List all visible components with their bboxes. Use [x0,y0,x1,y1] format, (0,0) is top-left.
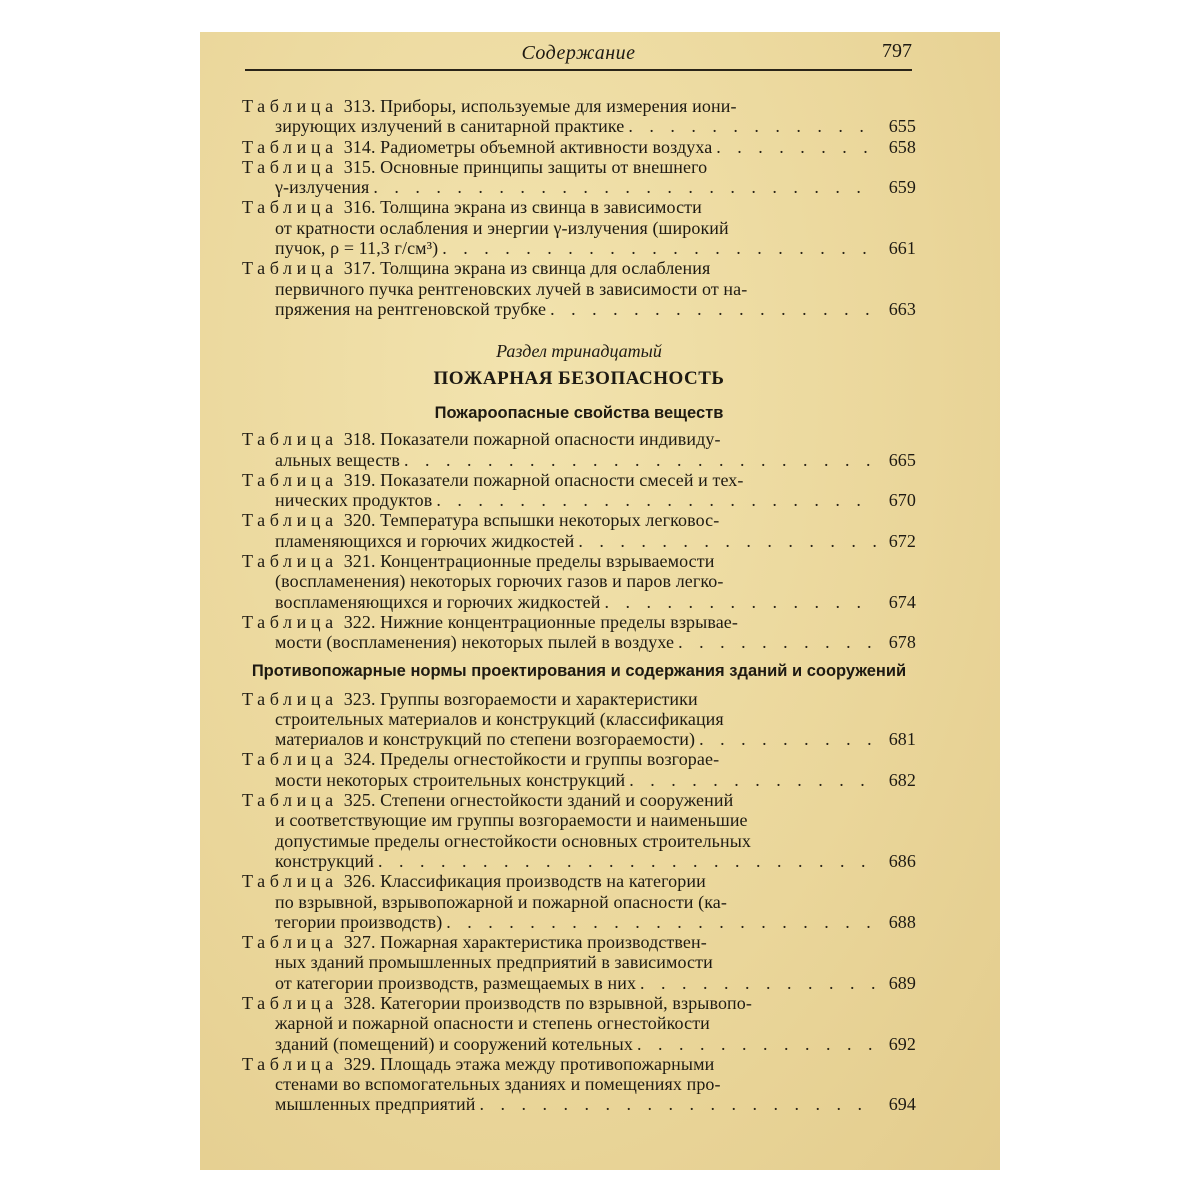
toc-page-number: 661 [888,238,916,259]
table-label: Таблица [242,1053,338,1074]
toc-entry-line [242,429,916,449]
toc-entry-title-part: зданий (помещений) и сооружений котельных [275,1033,633,1054]
dot-leader [480,1094,877,1114]
toc-entry-title-part: воспламеняющихся и горючих жидкостей [275,591,601,612]
running-header [245,36,912,68]
toc-entry-title-part: альных веществ [275,449,401,470]
toc-entry-title-part: 315. Основные принципы защиты от внешнего [343,156,708,177]
toc-page-number: 663 [888,298,916,319]
toc-entry-line [242,490,916,510]
toc-page-number: 688 [888,911,916,932]
toc-entry-text [275,770,625,790]
toc-entry-line [242,892,916,912]
toc-entry [242,197,916,258]
toc-entry [242,932,916,993]
table-label: Таблица [242,932,338,953]
toc-entry-title-part: 326. Классификация производств на категории [343,871,706,892]
toc-entry-text [275,973,636,993]
toc-entry-title-part: мышленных предприятий [275,1094,476,1115]
toc-entry-title-part: допустимые пределы огнестойкости основных строительных [275,830,752,851]
table-label: Таблица [242,688,338,709]
toc-entry-line [242,1013,916,1033]
toc-entry-text [275,531,574,551]
toc-entry-line [242,258,916,278]
table-label: Таблица [242,790,338,811]
toc-entry-line [242,592,916,612]
toc-entry-title-part: 323. Группы возгораемости и характеристики [343,688,698,709]
dot-leader [550,299,876,319]
toc-entry [242,429,916,470]
table-label: Таблица [242,96,338,116]
toc-entry-title-part: 314. Радиометры объемной активности воздуха [343,136,713,157]
toc-entry-title-part: по взрывной, взрывопожарной и пожарной опасности (ка- [275,891,727,912]
toc-entry-line [242,729,916,749]
toc-entry-line [242,299,916,319]
toc-entry-title-part: 320. Температура вспышки некоторых легковос- [343,510,720,531]
toc-entry-text [275,1094,476,1114]
toc-entry-line [242,1054,916,1074]
toc-entry-line [242,157,916,177]
toc-entry-title-part: 321. Концентрационные пределы взрываемости [343,551,715,572]
toc-page-number: 694 [888,1094,916,1115]
toc-entry-title-part: 318. Показатели пожарной опасности индивиду- [343,429,721,450]
table-label: Таблица [242,429,338,450]
toc-page-number: 670 [888,490,916,511]
toc-page-number: 674 [888,591,916,612]
toc-entry-title-part: 319. Показатели пожарной опасности смесей и тех- [343,469,744,490]
toc-entry-line [242,831,916,851]
toc-group-fire-norms [242,689,916,1115]
toc-entry-line [242,749,916,769]
toc-entry [242,258,916,319]
toc-group-radiation [242,96,916,319]
toc-entry [242,137,916,157]
toc-entry-line [242,177,916,197]
table-label: Таблица [242,551,338,572]
toc-entry-text [275,238,438,258]
toc-page-number: 655 [888,116,916,137]
dot-leader [678,632,876,652]
toc-entry [242,689,916,750]
toc-entry-line [242,973,916,993]
toc-entry-title-part: стенами во вспомогательных зданиях и помещениях про- [275,1074,721,1095]
toc-entry-title-part: 317. Толщина экрана из свинца для ослабления [343,258,711,279]
toc-entry-line [242,218,916,238]
toc-entry-line [242,510,916,530]
toc-entry [242,1054,916,1115]
toc-entry [242,470,916,511]
toc-entry-title-part: тегории производств) [275,911,443,932]
toc-entry-line [242,137,916,157]
toc-entry-line [242,279,916,299]
toc-entry-title-part: пламеняющихся и горючих жидкостей [275,530,575,551]
toc-entry-text [275,177,369,197]
dot-leader [442,238,876,258]
toc-entry-title-part: 316. Толщина экрана из свинца в зависимости [343,197,702,218]
toc-page-number: 692 [888,1033,916,1054]
toc-entry-text [275,729,695,749]
toc-page-number: 678 [888,632,916,653]
toc-entry [242,871,916,932]
toc-entry-title-part: жарной и пожарной опасности и степень огнестойкости [275,1013,710,1034]
toc-page-number: 658 [888,136,916,157]
dot-leader [640,973,876,993]
toc-entry-line [242,531,916,551]
toc-entry-title-part: 325. Степени огнестойкости зданий и сооружений [343,790,734,811]
toc-entry [242,510,916,551]
toc-page-number: 665 [888,449,916,470]
toc-entry-title-part: пряжения на рентгеновской трубке [275,298,547,319]
dot-leader [629,770,876,790]
toc-entry-line [242,770,916,790]
table-label: Таблица [242,749,338,770]
toc-entry-title-part: первичного пучка рентгеновских лучей в зависимости от на- [275,278,748,299]
toc-entry-line [242,571,916,591]
toc-entry-line [242,197,916,217]
toc-entry-line [242,1034,916,1054]
toc-entry [242,157,916,198]
toc-entry [242,749,916,790]
dot-leader [637,1034,876,1054]
dot-leader [605,592,877,612]
table-label: Таблица [242,510,338,531]
toc-entry-line [242,810,916,830]
toc-entry-title-part: от категории производств, размещаемых в них [275,972,637,993]
toc-page-number: 659 [888,177,916,198]
toc-entry [242,551,916,612]
toc-entry-title-part: 328. Категории производств по взрывной, взрывопо- [343,992,752,1013]
toc-entry-text [242,137,712,157]
toc-entry-line [242,851,916,871]
toc-entry-text [275,912,442,932]
toc-entry-line [242,116,916,136]
toc-entry-line [242,450,916,470]
toc-entry-line [242,952,916,972]
toc-entry-title-part: строительных материалов и конструкций (классификация [275,708,724,729]
subsection-heading: Противопожарные нормы проектирования и содержания зданий и сооружений [251,661,907,680]
toc-entry-title-part: 322. Нижние концентрационные пределы взрывае- [343,611,738,632]
toc-entry-title-part: ных зданий промышленных предприятий в зависимости [275,952,713,973]
toc-entry-line [242,551,916,571]
toc-entry-title-part: мости (воспламенения) некоторых пылей в воздухе [275,632,675,653]
table-label: Таблица [242,136,338,157]
toc-entry [242,790,916,871]
dot-leader [436,490,876,510]
toc-entry-text [275,450,400,470]
toc-entry-title-part: и соответствующие им группы возгораемости и наименьшие [275,810,748,831]
toc-entry-text [275,490,432,510]
section-title: ПОЖАРНАЯ БЕЗОПАСНОСТЬ [433,368,725,390]
subsection-heading: Пожароопасные свойства веществ [434,404,724,423]
toc-entry-line [242,238,916,258]
toc-entry-text [275,592,601,612]
toc-entry-title-part: мости некоторых строительных конструкций [275,769,626,790]
toc-entry-title-part: (воспламенения) некоторых горючих газов и паров легко- [275,571,724,592]
dot-leader [378,851,876,871]
toc-entry-title-part: 324. Пределы огнестойкости и группы возгорае- [343,749,720,770]
toc-entry-line [242,912,916,932]
toc-entry-title-part: конструкций [275,850,375,871]
toc-entry-title-part: материалов и конструкций по степени возгораемости) [275,729,696,750]
toc-page-number: 681 [888,729,916,750]
table-label: Таблица [242,611,338,632]
toc-entry [242,96,916,137]
toc-entry-text [275,299,546,319]
dot-leader [628,116,876,136]
toc-entry-text [275,116,624,136]
toc-content [242,96,916,1115]
toc-entry-title-part: 329. Площадь этажа между противопожарными [343,1053,715,1074]
table-label: Таблица [242,469,338,490]
toc-entry-text [275,851,374,871]
toc-entry-line [242,632,916,652]
toc-entry-line [242,1094,916,1114]
toc-entry-line [242,1074,916,1094]
dot-leader [716,137,876,157]
dot-leader [373,177,876,197]
toc-entry-title-part: пучок, ρ = 11,3 г/см³) [275,238,439,259]
toc-entry-title-part: 313. Приборы, используемые для измерения иони- [343,96,737,116]
dot-leader [699,729,876,749]
toc-entry-title-part: от кратности ослабления и энергии γ-излучения (широкий [275,217,729,238]
toc-entry [242,612,916,653]
toc-group-fire-properties [242,429,916,652]
toc-page-number: 686 [888,850,916,871]
table-label: Таблица [242,992,338,1013]
header-title: Содержание [521,42,636,64]
dot-leader [446,912,876,932]
dot-leader [578,531,876,551]
table-label: Таблица [242,258,338,279]
dot-leader [404,450,876,470]
toc-entry-text [275,632,674,652]
table-label: Таблица [242,197,338,218]
toc-entry-title-part: нических продуктов [275,490,433,511]
toc-entry-line [242,612,916,632]
toc-entry [242,993,916,1054]
toc-entry-line [242,470,916,490]
toc-entry-title-part: γ-излучения [275,177,370,198]
toc-entry-text [275,1034,633,1054]
toc-entry-line [242,871,916,891]
toc-entry-line [242,790,916,810]
toc-entry-title-part: 327. Пожарная характеристика производствен- [343,932,707,953]
toc-page-number: 689 [888,972,916,993]
header-rule [245,69,912,71]
toc-entry-line [242,993,916,1013]
toc-entry-line [242,96,916,116]
page-number: 797 [882,40,912,62]
toc-entry-line [242,689,916,709]
toc-entry-line [242,709,916,729]
toc-page-number: 682 [888,769,916,790]
book-page [200,32,1000,1170]
table-label: Таблица [242,871,338,892]
toc-entry-line [242,932,916,952]
toc-page-number: 672 [888,530,916,551]
table-label: Таблица [242,156,338,177]
section-label: Раздел тринадцатый [496,341,662,362]
toc-entry-title-part: зирующих излучений в санитарной практике [275,116,625,137]
